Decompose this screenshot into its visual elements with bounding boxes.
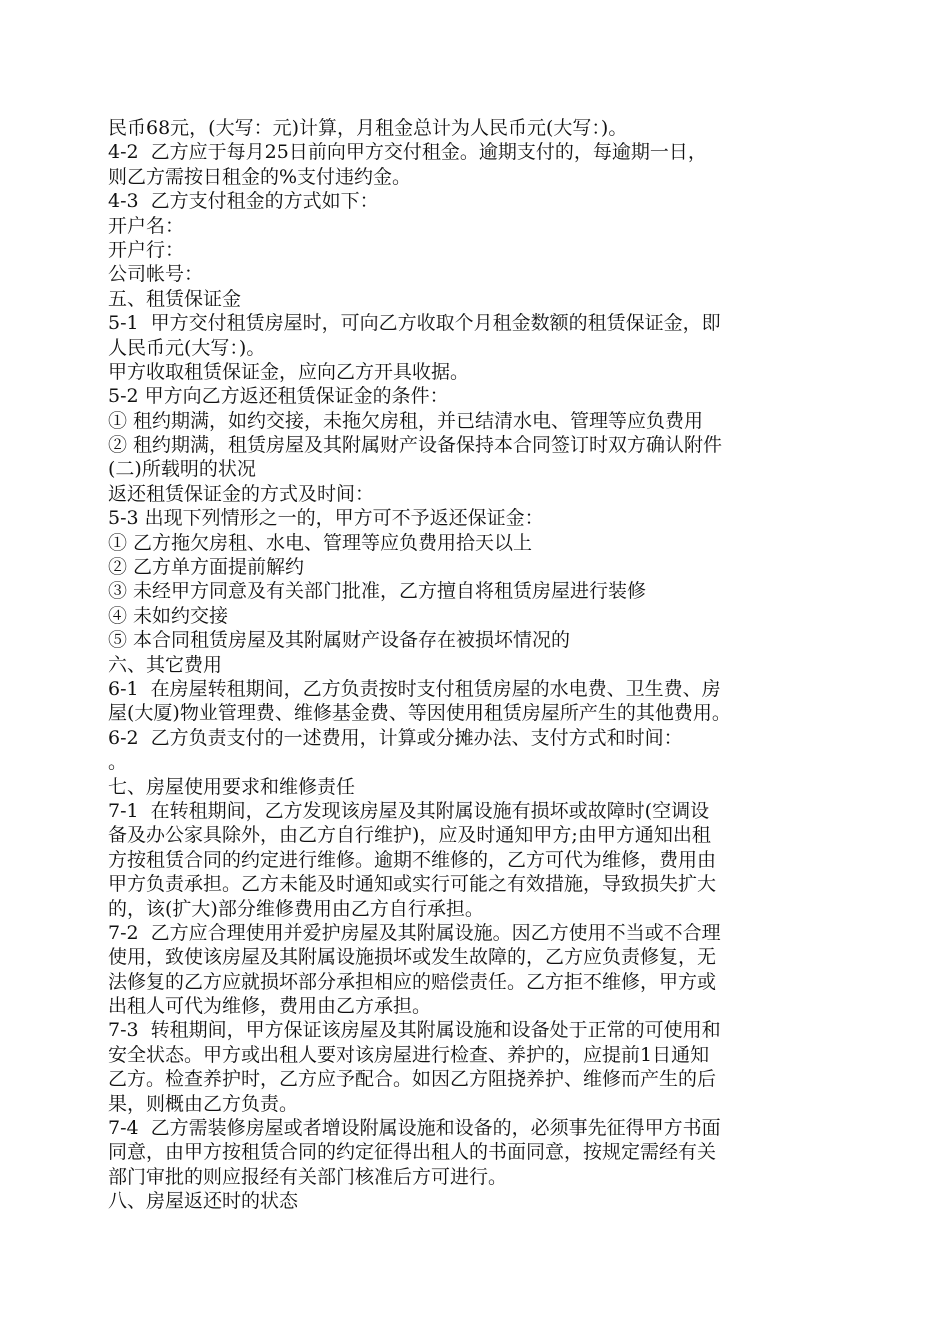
text-line: ④ 未如约交接 — [108, 604, 229, 627]
text-line: 出租人可代为维修，费用由乙方承担。 — [108, 995, 432, 1018]
text-line: 7-3 转租期间，甲方保证该房屋及其附属设施和设备处于正常的可使用和 — [108, 1019, 721, 1042]
text-line: 五、租赁保证金 — [108, 287, 242, 310]
text-line: 七、房屋使用要求和维修责任 — [108, 775, 356, 798]
text-line: 则乙方需按日租金的%支付违约金。 — [108, 165, 412, 188]
text-line: 人民币元(大写：)。 — [108, 336, 266, 359]
text-line: 5-3 出现下列情形之一的，甲方可不予返还保证金： — [108, 507, 544, 530]
text-line: 7-4 乙方需装修房屋或者增设附属设施和设备的，必须事先征得甲方书面 — [108, 1117, 721, 1140]
text-line: 同意，由甲方按租赁合同的约定征得出租人的书面同意，按规定需经有关 — [108, 1141, 717, 1164]
text-line: 返还租赁保证金的方式及时间： — [108, 482, 375, 505]
text-line: ⑤ 本合同租赁房屋及其附属财产设备存在被损坏情况的 — [108, 629, 571, 652]
text-line: ② 乙方单方面提前解约 — [108, 556, 305, 579]
text-line: 甲方负责承担。乙方未能及时通知或实行可能之有效措施，导致损失扩大 — [108, 873, 717, 896]
text-line: 部门审批的则应报经有关部门核准后方可进行。 — [108, 1165, 508, 1188]
text-line: (二)所载明的状况 — [108, 458, 256, 481]
text-line: 5-2 甲方向乙方返还租赁保证金的条件： — [108, 385, 449, 408]
text-line: ② 租约期满，租赁房屋及其附属财产设备保持本合同签订时双方确认附件 — [108, 434, 723, 457]
text-line: 7-2 乙方应合理使用并爱护房屋及其附属设施。因乙方使用不当或不合理 — [108, 921, 721, 944]
text-line: 方按租赁合同的约定进行维修。逾期不维修的，乙方可代为维修，费用由 — [108, 848, 717, 871]
text-line: 。 — [108, 751, 128, 774]
text-line: 使用，致使该房屋及其附属设施损坏或发生故障的，乙方应负责修复，无 — [108, 946, 717, 969]
text-line: 果，则概由乙方负责。 — [108, 1092, 299, 1115]
text-line: ① 租约期满，如约交接，未拖欠房租，并已结清水电、管理等应负费用 — [108, 409, 704, 432]
text-line: 6-2 乙方负责支付的一述费用，计算或分摊办法、支付方式和时间： — [108, 726, 683, 749]
text-line: 的，该(扩大)部分维修费用由乙方自行承担。 — [108, 897, 484, 920]
text-line: 5-1 甲方交付租赁房屋时，可向乙方收取个月租金数额的租赁保证金，即 — [108, 312, 721, 335]
text-line: 六、其它费用 — [108, 653, 223, 676]
text-line: ③ 未经甲方同意及有关部门批准，乙方擅自将租赁房屋进行装修 — [108, 580, 647, 603]
text-line: 6-1 在房屋转租期间，乙方负责按时支付租赁房屋的水电费、卫生费、房 — [108, 677, 721, 700]
text-line: 屋(大厦)物业管理费、维修基金费、等因使用租赁房屋所产生的其他费用。 — [108, 702, 731, 725]
text-line: 开户名： — [108, 214, 185, 237]
text-line: 备及办公家具除外，由乙方自行维护)，应及时通知甲方;由甲方通知出租 — [108, 824, 711, 847]
text-line: 公司帐号： — [108, 263, 204, 286]
text-line: 7-1 在转租期间，乙方发现该房屋及其附属设施有损坏或故障时(空调设 — [108, 799, 710, 822]
text-line: 乙方。检查养护时，乙方应予配合。如因乙方阻挠养护、维修而产生的后 — [108, 1068, 717, 1091]
text-line: 开户行： — [108, 238, 185, 261]
text-line: 4-2 乙方应于每月25日前向甲方交付租金。逾期支付的，每逾期一日， — [108, 141, 707, 164]
text-line: 甲方收取租赁保证金，应向乙方开具收据。 — [108, 360, 470, 383]
text-line: 安全状态。甲方或出租人要对该房屋进行检查、养护的，应提前1日通知 — [108, 1043, 710, 1066]
text-line: 4-3 乙方支付租金的方式如下： — [108, 190, 379, 213]
text-line: 法修复的乙方应就损坏部分承担相应的赔偿责任。乙方拒不维修，甲方或 — [108, 970, 717, 993]
text-line: 八、房屋返还时的状态 — [108, 1190, 299, 1213]
text-line: ① 乙方拖欠房租、水电、管理等应负费用拾天以上 — [108, 531, 533, 554]
document-body — [108, 116, 843, 1214]
text-line: 民币68元，(大写：元)计算，月租金总计为人民币元(大写：)。 — [108, 117, 628, 139]
